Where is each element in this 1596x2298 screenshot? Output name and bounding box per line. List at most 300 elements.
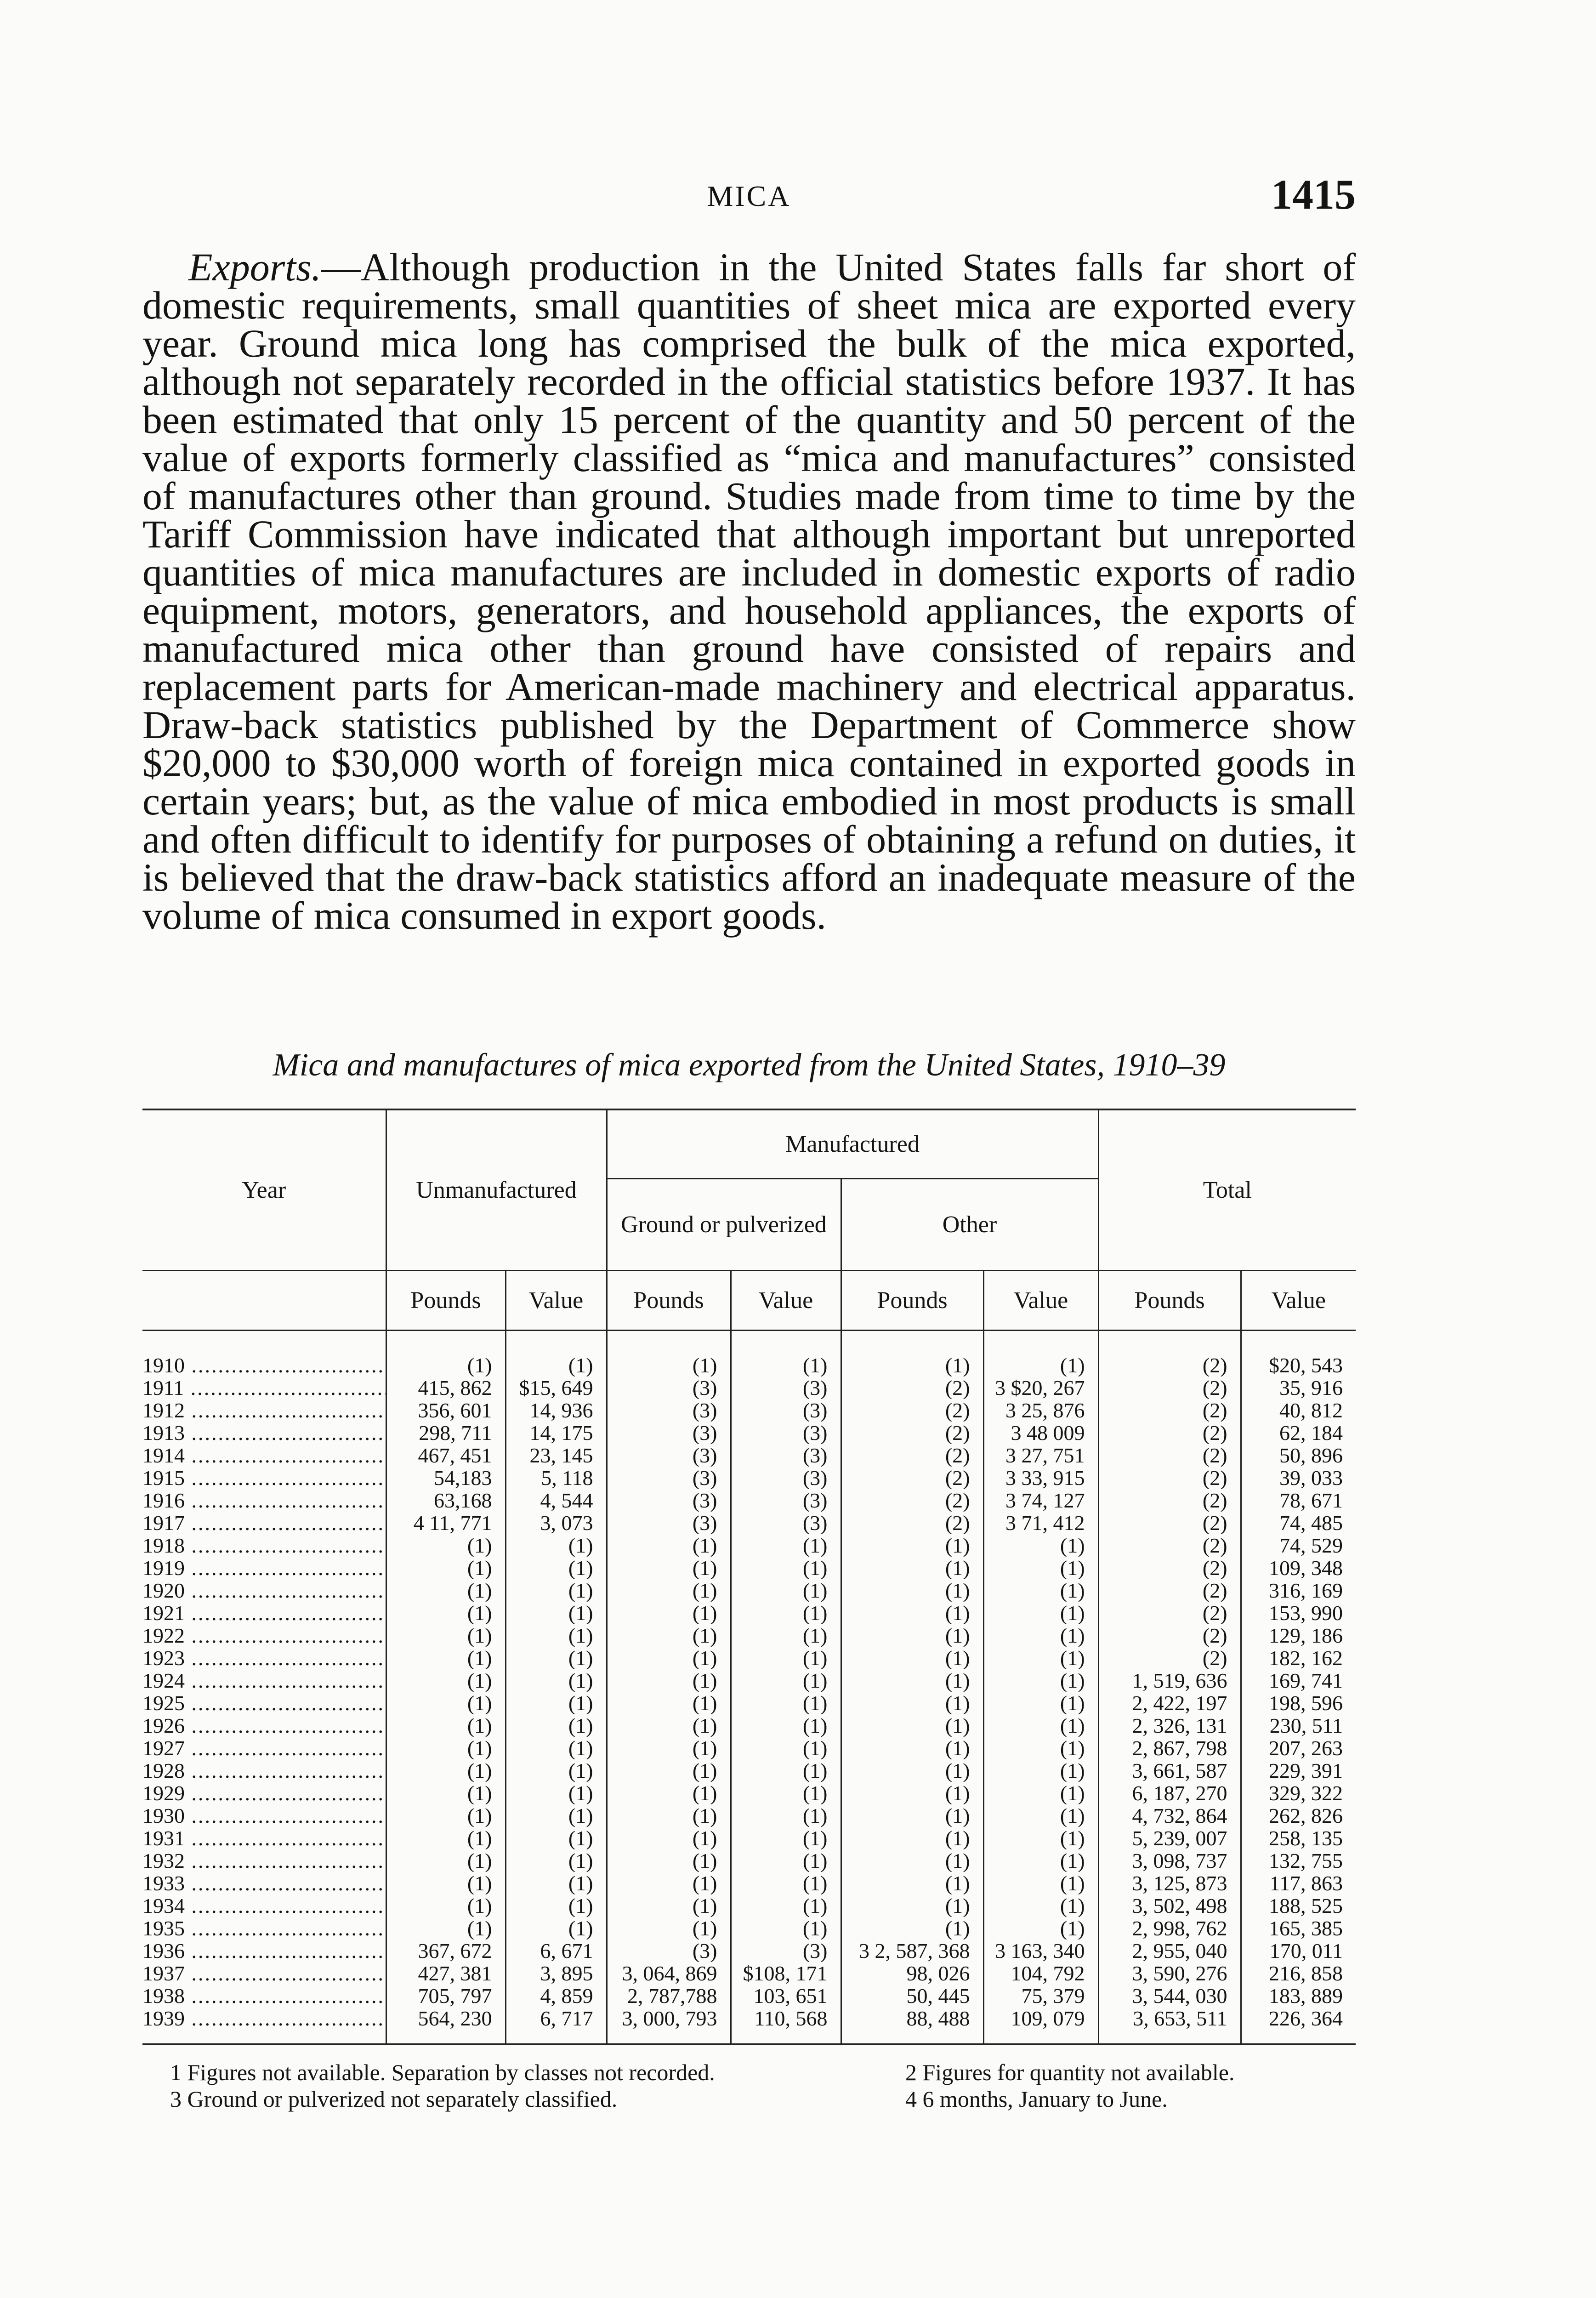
year-cell: 1913 ..... bbox=[142, 1422, 386, 1444]
year-cell: 1928 ..... bbox=[142, 1759, 386, 1782]
table-cell: (1) bbox=[983, 1759, 1098, 1782]
table-cell: 165, 385 bbox=[1241, 1917, 1356, 1940]
table-cell: (1) bbox=[386, 1692, 505, 1714]
table-cell: 3, 073 bbox=[505, 1512, 607, 1534]
table-cell: (1) bbox=[505, 1647, 607, 1669]
table-cell: 2, 955, 040 bbox=[1098, 1940, 1241, 1962]
table-row bbox=[142, 1759, 1356, 1782]
table-cell: (1) bbox=[505, 1602, 607, 1624]
table-cell: (1) bbox=[841, 1669, 983, 1692]
table-row bbox=[142, 1557, 1356, 1579]
table-cell: (2) bbox=[1098, 1624, 1241, 1647]
table-cell: (2) bbox=[1098, 1534, 1241, 1557]
table-cell: 4 11, 771 bbox=[386, 1512, 505, 1534]
table-row bbox=[142, 1647, 1356, 1669]
table-cell: (1) bbox=[731, 1692, 841, 1714]
table-cell: (1) bbox=[983, 1557, 1098, 1579]
table-cell: 427, 381 bbox=[386, 1962, 505, 1985]
table-cell: (3) bbox=[731, 1467, 841, 1489]
table-cell: (1) bbox=[841, 1624, 983, 1647]
table-cell: (3) bbox=[607, 1512, 731, 1534]
table-cell: $108, 171 bbox=[731, 1962, 841, 1985]
table-cell: (1) bbox=[983, 1714, 1098, 1737]
table-cell: (1) bbox=[983, 1827, 1098, 1849]
table-row bbox=[142, 2007, 1356, 2044]
table-cell: 1, 519, 636 bbox=[1098, 1669, 1241, 1692]
table-cell: 4, 732, 864 bbox=[1098, 1804, 1241, 1827]
table-cell: 3 25, 876 bbox=[983, 1399, 1098, 1422]
table-cell: (1) bbox=[731, 1534, 841, 1557]
table-cell: (1) bbox=[983, 1872, 1098, 1894]
table-row bbox=[142, 1849, 1356, 1872]
year-cell: 1926 ..... bbox=[142, 1714, 386, 1737]
table-cell: 169, 741 bbox=[1241, 1669, 1356, 1692]
table-row bbox=[142, 1399, 1356, 1422]
col-header-ground: Ground or pulverized bbox=[607, 1178, 841, 1270]
table-cell: (1) bbox=[731, 1804, 841, 1827]
table-cell: (1) bbox=[607, 1714, 731, 1737]
table-cell: (1) bbox=[731, 1849, 841, 1872]
table-cell: (1) bbox=[841, 1849, 983, 1872]
table-cell: 188, 525 bbox=[1241, 1894, 1356, 1917]
col-header-value: Value bbox=[1241, 1270, 1356, 1330]
table-cell: 6, 671 bbox=[505, 1940, 607, 1962]
table-cell: (1) bbox=[731, 1759, 841, 1782]
year-cell: 1918 ..... bbox=[142, 1534, 386, 1557]
table-row bbox=[142, 1894, 1356, 1917]
year-cell: 1912 ..... bbox=[142, 1399, 386, 1422]
table-cell: (1) bbox=[607, 1737, 731, 1759]
table-cell: 467, 451 bbox=[386, 1444, 505, 1467]
table-cell: 5, 118 bbox=[505, 1467, 607, 1489]
running-title: MICA bbox=[707, 180, 791, 212]
table-cell: (1) bbox=[505, 1669, 607, 1692]
table-cell: (2) bbox=[1098, 1444, 1241, 1467]
table-cell: (1) bbox=[386, 1602, 505, 1624]
table-cell: 74, 485 bbox=[1241, 1512, 1356, 1534]
table-cell: (1) bbox=[607, 1692, 731, 1714]
table-cell: (1) bbox=[841, 1692, 983, 1714]
table-cell: (1) bbox=[386, 1557, 505, 1579]
table-cell: 207, 263 bbox=[1241, 1737, 1356, 1759]
table-cell: 705, 797 bbox=[386, 1985, 505, 2007]
table-cell: 415, 862 bbox=[386, 1377, 505, 1399]
table-cell: (2) bbox=[841, 1467, 983, 1489]
table-cell: 198, 596 bbox=[1241, 1692, 1356, 1714]
table-cell: 4, 544 bbox=[505, 1489, 607, 1512]
table-row bbox=[142, 1985, 1356, 2007]
table-cell: 74, 529 bbox=[1241, 1534, 1356, 1557]
table-cell: (1) bbox=[983, 1534, 1098, 1557]
footnote: 1 Figures not available. Separation by classes not recorded. bbox=[170, 2059, 715, 2085]
table-cell: (1) bbox=[841, 1534, 983, 1557]
table-row bbox=[142, 1377, 1356, 1399]
table-row bbox=[142, 1512, 1356, 1534]
year-cell: 1924 ..... bbox=[142, 1669, 386, 1692]
table-cell: (2) bbox=[1098, 1377, 1241, 1399]
table-row bbox=[142, 1692, 1356, 1714]
col-header-total: Total bbox=[1098, 1109, 1356, 1270]
table-cell: 3, 000, 793 bbox=[607, 2007, 731, 2044]
col-header-pounds: Pounds bbox=[1098, 1270, 1241, 1330]
table-cell: (1) bbox=[505, 1330, 607, 1377]
table-row bbox=[142, 1917, 1356, 1940]
table-cell: (1) bbox=[386, 1330, 505, 1377]
table-cell: 3 71, 412 bbox=[983, 1512, 1098, 1534]
table-cell: (3) bbox=[607, 1940, 731, 1962]
table-cell: (1) bbox=[731, 1602, 841, 1624]
table-cell: (3) bbox=[607, 1444, 731, 1467]
table-cell: (2) bbox=[841, 1444, 983, 1467]
footnote: 2 Figures for quantity not available. bbox=[905, 2059, 1235, 2085]
table-cell: (1) bbox=[607, 1894, 731, 1917]
table-cell: 50, 445 bbox=[841, 1985, 983, 2007]
year-cell: 1922 ..... bbox=[142, 1624, 386, 1647]
table-cell: (1) bbox=[983, 1330, 1098, 1377]
table-cell: (3) bbox=[607, 1489, 731, 1512]
table-cell: 367, 672 bbox=[386, 1940, 505, 1962]
table-cell: (1) bbox=[731, 1782, 841, 1804]
table-cell: (3) bbox=[607, 1377, 731, 1399]
table-cell: (1) bbox=[983, 1647, 1098, 1669]
table-cell: 329, 322 bbox=[1241, 1782, 1356, 1804]
table-cell: (1) bbox=[841, 1827, 983, 1849]
table-cell: 3, 544, 030 bbox=[1098, 1985, 1241, 2007]
table-cell: 109, 079 bbox=[983, 2007, 1098, 2044]
table-cell: (3) bbox=[731, 1489, 841, 1512]
year-cell: 1933 ..... bbox=[142, 1872, 386, 1894]
table-cell: 117, 863 bbox=[1241, 1872, 1356, 1894]
table-cell: (1) bbox=[386, 1782, 505, 1804]
table-cell: 50, 896 bbox=[1241, 1444, 1356, 1467]
table-cell: 262, 826 bbox=[1241, 1804, 1356, 1827]
table-cell: (2) bbox=[841, 1377, 983, 1399]
table-cell: (1) bbox=[505, 1579, 607, 1602]
col-header-pounds: Pounds bbox=[386, 1270, 505, 1330]
table-row bbox=[142, 1422, 1356, 1444]
table-cell: (1) bbox=[505, 1692, 607, 1714]
table-cell: (2) bbox=[1098, 1422, 1241, 1444]
table-cell: (1) bbox=[386, 1737, 505, 1759]
year-cell: 1927 ..... bbox=[142, 1737, 386, 1759]
table-cell: (1) bbox=[731, 1557, 841, 1579]
table-cell: (1) bbox=[983, 1692, 1098, 1714]
table-cell: 298, 711 bbox=[386, 1422, 505, 1444]
year-cell: 1930 ..... bbox=[142, 1804, 386, 1827]
table-cell: (2) bbox=[1098, 1579, 1241, 1602]
table-cell: (3) bbox=[731, 1377, 841, 1399]
table-row bbox=[142, 1669, 1356, 1692]
col-header-value: Value bbox=[983, 1270, 1098, 1330]
table-cell: 132, 755 bbox=[1241, 1849, 1356, 1872]
table-cell: (1) bbox=[841, 1759, 983, 1782]
table-cell: 3, 653, 511 bbox=[1098, 2007, 1241, 2044]
year-cell: 1917 ..... bbox=[142, 1512, 386, 1534]
year-cell: 1920 ..... bbox=[142, 1579, 386, 1602]
table-cell: (1) bbox=[983, 1579, 1098, 1602]
table-cell: 229, 391 bbox=[1241, 1759, 1356, 1782]
table-cell: (1) bbox=[386, 1647, 505, 1669]
table-cell: (2) bbox=[1098, 1647, 1241, 1669]
table-cell: (1) bbox=[386, 1894, 505, 1917]
table-cell: (1) bbox=[607, 1917, 731, 1940]
table-cell: (1) bbox=[607, 1872, 731, 1894]
table-cell: (1) bbox=[731, 1917, 841, 1940]
table-cell: 23, 145 bbox=[505, 1444, 607, 1467]
year-cell: 1910 ..... bbox=[142, 1330, 386, 1377]
table-cell: 564, 230 bbox=[386, 2007, 505, 2044]
table-cell: (1) bbox=[983, 1804, 1098, 1827]
table-cell: 182, 162 bbox=[1241, 1647, 1356, 1669]
table-cell: (1) bbox=[983, 1894, 1098, 1917]
table-cell: 4, 859 bbox=[505, 1985, 607, 2007]
year-cell: 1932 ..... bbox=[142, 1849, 386, 1872]
table-row bbox=[142, 1602, 1356, 1624]
table-cell: 2, 326, 131 bbox=[1098, 1714, 1241, 1737]
table-cell: 153, 990 bbox=[1241, 1602, 1356, 1624]
table-row bbox=[142, 1962, 1356, 1985]
table-cell: (1) bbox=[386, 1714, 505, 1737]
table-cell: (2) bbox=[1098, 1602, 1241, 1624]
table-row bbox=[142, 1737, 1356, 1759]
table-cell: 110, 568 bbox=[731, 2007, 841, 2044]
table-cell: (2) bbox=[1098, 1330, 1241, 1377]
table-cell: (1) bbox=[607, 1804, 731, 1827]
table-cell: (1) bbox=[505, 1782, 607, 1804]
table-cell: (1) bbox=[505, 1714, 607, 1737]
table-cell: 6, 187, 270 bbox=[1098, 1782, 1241, 1804]
table-cell: (1) bbox=[386, 1917, 505, 1940]
year-cell: 1923 ..... bbox=[142, 1647, 386, 1669]
table-cell: 216, 858 bbox=[1241, 1962, 1356, 1985]
year-cell: 1929 ..... bbox=[142, 1782, 386, 1804]
year-cell: 1939 ..... bbox=[142, 2007, 386, 2044]
table-cell: (2) bbox=[1098, 1399, 1241, 1422]
table-cell: 3, 590, 276 bbox=[1098, 1962, 1241, 1985]
table-cell: 88, 488 bbox=[841, 2007, 983, 2044]
footnote: 3 Ground or pulverized not separately classified. bbox=[170, 2086, 618, 2112]
table-cell: (1) bbox=[505, 1737, 607, 1759]
table-cell: (2) bbox=[1098, 1557, 1241, 1579]
col-header-value: Value bbox=[731, 1270, 841, 1330]
table-cell: (1) bbox=[983, 1737, 1098, 1759]
table-cell: (1) bbox=[607, 1557, 731, 1579]
year-cell: 1914 ..... bbox=[142, 1444, 386, 1467]
table-row bbox=[142, 1444, 1356, 1467]
table-cell: (1) bbox=[731, 1669, 841, 1692]
table-cell: (1) bbox=[505, 1894, 607, 1917]
year-cell: 1915 ..... bbox=[142, 1467, 386, 1489]
year-cell: 1935 ..... bbox=[142, 1917, 386, 1940]
table-cell: (1) bbox=[731, 1894, 841, 1917]
year-cell: 1925 ..... bbox=[142, 1692, 386, 1714]
table-cell: (1) bbox=[841, 1647, 983, 1669]
table-cell: 3 48 009 bbox=[983, 1422, 1098, 1444]
table-cell: (1) bbox=[731, 1647, 841, 1669]
table-cell: 129, 186 bbox=[1241, 1624, 1356, 1647]
table-cell: (1) bbox=[607, 1579, 731, 1602]
table-cell: 103, 651 bbox=[731, 1985, 841, 2007]
table-cell: 14, 175 bbox=[505, 1422, 607, 1444]
table-caption: Mica and manufactures of mica exported from the United States, 1910–39 bbox=[273, 1047, 1226, 1083]
table-cell: (1) bbox=[731, 1714, 841, 1737]
col-header-manufactured: Manufactured bbox=[607, 1109, 1098, 1178]
table-cell: 226, 364 bbox=[1241, 2007, 1356, 2044]
table-cell: (1) bbox=[731, 1827, 841, 1849]
paragraph-body: —Although production in the United States falls far short of domestic requirements, small quantities of sheet mica are exported every year. Ground mica long has comprised the bulk of the mica exported, although not separately recorded in the official statistics before 1937. It has been estimated that only 15 percent of the quantity and 50 percent of the value of exports formerly classified as “mica and manufactures” consisted of manufactures other than ground. Studies made from time to time by the Tariff Commission have indicated that although important but unreported quantities of mica manufactures are included in domestic exports of radio equipment, motors, generators, and household appliances, the exports of manufactured mica other than ground have consisted of repairs and replacement parts for American-made machinery and electrical apparatus. Draw-back statistics published by the Department of Commerce show $20,000 to $30,000 worth of foreign mica contained in exported goods in certain years; but, as the value of mica embodied in most products is small and often difficult to identify for purposes of obtaining a refund on duties, it is believed that the draw-back statistics afford an inadequate measure of the volume of mica consumed in export goods. bbox=[142, 245, 1356, 938]
table-cell: 63,168 bbox=[386, 1489, 505, 1512]
table-cell: (2) bbox=[1098, 1467, 1241, 1489]
table-row bbox=[142, 1579, 1356, 1602]
table-cell: 2, 787,788 bbox=[607, 1985, 731, 2007]
table-cell: (1) bbox=[607, 1534, 731, 1557]
table-cell: 2, 998, 762 bbox=[1098, 1917, 1241, 1940]
table-cell: (1) bbox=[841, 1782, 983, 1804]
table-cell: (1) bbox=[841, 1330, 983, 1377]
table-cell: (1) bbox=[841, 1804, 983, 1827]
table-cell: 3, 895 bbox=[505, 1962, 607, 1985]
table-row bbox=[142, 1330, 1356, 1377]
table-row bbox=[142, 1827, 1356, 1849]
table-cell: (1) bbox=[386, 1669, 505, 1692]
table-cell: (1) bbox=[607, 1647, 731, 1669]
table-cell: (1) bbox=[386, 1624, 505, 1647]
table-cell: (1) bbox=[731, 1737, 841, 1759]
table-row bbox=[142, 1624, 1356, 1647]
table-cell: (1) bbox=[386, 1849, 505, 1872]
table-cell: (1) bbox=[983, 1917, 1098, 1940]
table-cell: 75, 379 bbox=[983, 1985, 1098, 2007]
table-cell: 183, 889 bbox=[1241, 1985, 1356, 2007]
table-cell: 5, 239, 007 bbox=[1098, 1827, 1241, 1849]
year-cell: 1931 ..... bbox=[142, 1827, 386, 1849]
table-cell: (1) bbox=[386, 1804, 505, 1827]
table-cell: (3) bbox=[607, 1422, 731, 1444]
table-cell: (3) bbox=[731, 1422, 841, 1444]
table-cell: (1) bbox=[505, 1624, 607, 1647]
col-header-other: Other bbox=[841, 1178, 1098, 1270]
table-cell: (3) bbox=[607, 1467, 731, 1489]
table-row bbox=[142, 1534, 1356, 1557]
year-cell: 1936 ..... bbox=[142, 1940, 386, 1962]
table-cell: (1) bbox=[731, 1579, 841, 1602]
table-cell: 35, 916 bbox=[1241, 1377, 1356, 1399]
table-cell: (1) bbox=[841, 1894, 983, 1917]
table-cell: 40, 812 bbox=[1241, 1399, 1356, 1422]
table-cell: (3) bbox=[607, 1399, 731, 1422]
table-cell: (1) bbox=[607, 1827, 731, 1849]
table-cell: 109, 348 bbox=[1241, 1557, 1356, 1579]
page-number: 1415 bbox=[1271, 171, 1356, 218]
table-cell: (1) bbox=[983, 1782, 1098, 1804]
table-cell: (1) bbox=[841, 1714, 983, 1737]
table-cell: 316, 169 bbox=[1241, 1579, 1356, 1602]
table-cell: (1) bbox=[386, 1759, 505, 1782]
year-cell: 1921 ..... bbox=[142, 1602, 386, 1624]
table-cell: 3 2, 587, 368 bbox=[841, 1940, 983, 1962]
table-cell: 62, 184 bbox=[1241, 1422, 1356, 1444]
table-cell: (1) bbox=[386, 1534, 505, 1557]
table-cell: (2) bbox=[1098, 1489, 1241, 1512]
year-cell: 1919 ..... bbox=[142, 1557, 386, 1579]
year-cell: 1911 ..... bbox=[142, 1377, 386, 1399]
table-cell: 170, 011 bbox=[1241, 1940, 1356, 1962]
table-cell: (1) bbox=[607, 1759, 731, 1782]
table-cell: 258, 135 bbox=[1241, 1827, 1356, 1849]
table-cell: (1) bbox=[841, 1917, 983, 1940]
table-cell: (1) bbox=[505, 1534, 607, 1557]
table-row bbox=[142, 1489, 1356, 1512]
table-cell: (1) bbox=[607, 1330, 731, 1377]
table-cell: (1) bbox=[505, 1557, 607, 1579]
table-cell: (2) bbox=[841, 1489, 983, 1512]
table-cell: (2) bbox=[1098, 1512, 1241, 1534]
exports-paragraph bbox=[142, 245, 1356, 938]
table-cell: (1) bbox=[841, 1737, 983, 1759]
table-cell: (1) bbox=[731, 1330, 841, 1377]
table-cell: (1) bbox=[983, 1849, 1098, 1872]
col-header-pounds: Pounds bbox=[841, 1270, 983, 1330]
table-cell: (1) bbox=[983, 1624, 1098, 1647]
col-header-value: Value bbox=[505, 1270, 607, 1330]
table-cell: (1) bbox=[386, 1827, 505, 1849]
table-cell: 6, 717 bbox=[505, 2007, 607, 2044]
table-cell: 3 27, 751 bbox=[983, 1444, 1098, 1467]
table-cell: 2, 867, 798 bbox=[1098, 1737, 1241, 1759]
table-cell: 104, 792 bbox=[983, 1962, 1098, 1985]
table-cell: 356, 601 bbox=[386, 1399, 505, 1422]
exports-table bbox=[142, 1109, 1356, 2045]
table-cell: 3 163, 340 bbox=[983, 1940, 1098, 1962]
table-cell: 98, 026 bbox=[841, 1962, 983, 1985]
table-cell: (1) bbox=[386, 1579, 505, 1602]
table-cell: (3) bbox=[731, 1940, 841, 1962]
table-cell: (1) bbox=[731, 1624, 841, 1647]
table-cell: (1) bbox=[505, 1759, 607, 1782]
table-cell: 3, 502, 498 bbox=[1098, 1894, 1241, 1917]
table-cell: (1) bbox=[841, 1602, 983, 1624]
table-cell: (1) bbox=[505, 1872, 607, 1894]
table-cell: (1) bbox=[505, 1804, 607, 1827]
table-cell: $15, 649 bbox=[505, 1377, 607, 1399]
table-cell: 3 $20, 267 bbox=[983, 1377, 1098, 1399]
table-cell: (1) bbox=[841, 1579, 983, 1602]
table-cell: (1) bbox=[983, 1669, 1098, 1692]
paragraph-lead: Exports. bbox=[188, 245, 322, 289]
table-cell: 54,183 bbox=[386, 1467, 505, 1489]
table-cell: (1) bbox=[607, 1669, 731, 1692]
table-cell: (1) bbox=[607, 1602, 731, 1624]
table-cell: $20, 543 bbox=[1241, 1330, 1356, 1377]
table-cell: 14, 936 bbox=[505, 1399, 607, 1422]
table-row bbox=[142, 1940, 1356, 1962]
page-header bbox=[142, 170, 1356, 225]
table-cell: (1) bbox=[731, 1872, 841, 1894]
table-cell: (1) bbox=[607, 1782, 731, 1804]
year-cell: 1916 ..... bbox=[142, 1489, 386, 1512]
table-row bbox=[142, 1782, 1356, 1804]
table-cell: (1) bbox=[607, 1849, 731, 1872]
table-row bbox=[142, 1467, 1356, 1489]
col-header-pounds: Pounds bbox=[607, 1270, 731, 1330]
footnote: 4 6 months, January to June. bbox=[905, 2086, 1168, 2112]
table-cell: (1) bbox=[841, 1872, 983, 1894]
table-cell: 3, 098, 737 bbox=[1098, 1849, 1241, 1872]
table-cell: 3, 125, 873 bbox=[1098, 1872, 1241, 1894]
table-cell: 230, 511 bbox=[1241, 1714, 1356, 1737]
year-cell: 1938 ..... bbox=[142, 1985, 386, 2007]
table-row bbox=[142, 1714, 1356, 1737]
